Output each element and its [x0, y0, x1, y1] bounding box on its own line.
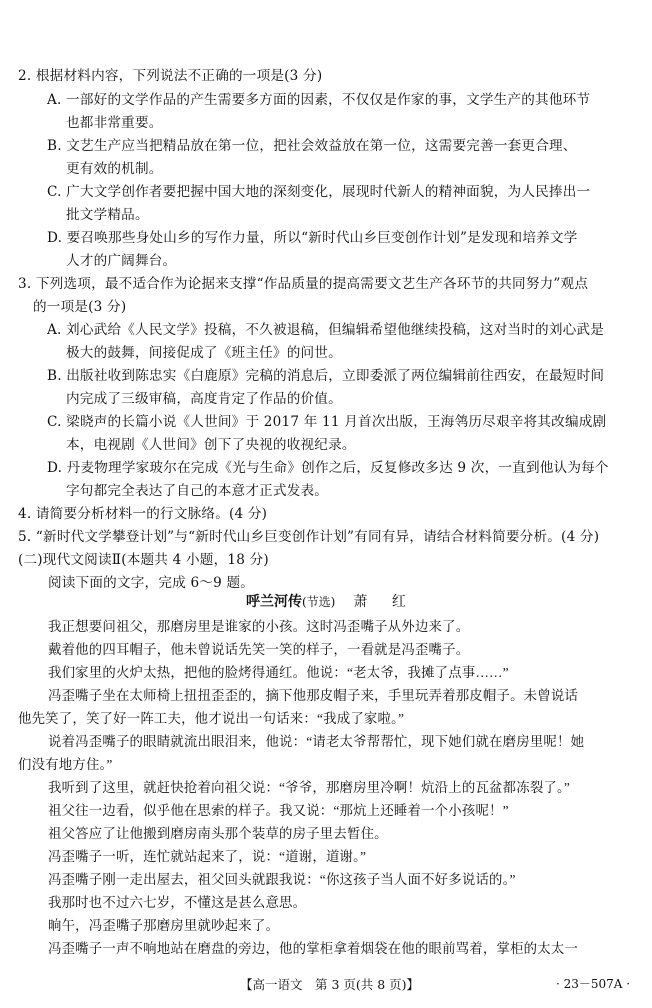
- question-5: 5. “新时代文学攀登计划”与“新时代山乡巨变创作计划”有同有异，请结合材料简要分析。(4 分): [18, 529, 600, 545]
- passage-paragraph-6: 我听到了这里，就赶快抢着向祖父说：“爷爷，那磨房里冷啊！炕沿上的瓦盆都冻裂了。”: [48, 780, 571, 795]
- q3-option-c: C. 梁晓声的长篇小说《人世间》于 2017 年 11 月首次出版，王海鸰历尽艰辛将其改编成剧: [47, 414, 607, 430]
- question-2-stem: 2. 根据材料内容，下列说法不正确的一项是(3 分): [18, 68, 323, 84]
- reading-instruction: 阅读下面的文字，完成 6～9 题。: [48, 575, 255, 591]
- q2-option-a-cont: 也都非常重要。: [66, 115, 163, 131]
- passage-paragraph-10: 冯歪嘴子刚一走出屋去，祖父回头就跟我说：“你这孩子当人面不好多说话的。”: [48, 872, 516, 887]
- passage-paragraph-3: 我们家里的火炉太热，把他的脸烤得通红。他说：“老太爷，我摊了点事……”: [48, 665, 509, 680]
- q2-option-b-cont: 更有效的机制。: [66, 161, 163, 177]
- q2-option-b: B. 文艺生产应当把精品放在第一位，把社会效益放在第一位，这需要完善一套更合理、: [47, 138, 577, 154]
- q3-option-b: B. 出版社收到陈忠实《白鹿原》完稿的消息后，立即委派了两位编辑前往西安，在最短时间: [47, 368, 605, 384]
- q3-option-d: D. 丹麦物理学家玻尔在完成《光与生命》创作之后，反复修改多达 9 次，一直到他认为每个: [47, 460, 609, 476]
- q2-option-c: C. 广大文学创作者要把握中国大地的深刻变化，展现时代新人的精神面貌，为人民捧出一: [47, 184, 591, 200]
- passage-author: 萧 红: [353, 594, 416, 610]
- q3-option-c-cont: 本，电视剧《人世间》创下了央视的收视纪录。: [66, 437, 356, 453]
- q2-option-d-cont: 人才的广阔舞台。: [66, 253, 177, 269]
- q3-option-a-cont: 极大的鼓舞，间接促成了《班主任》的问世。: [66, 345, 342, 361]
- passage-paragraph-12: 晌午，冯歪嘴子那磨房里就吵起来了。: [48, 918, 280, 933]
- passage-paragraph-11: 我那时也不过六七岁，不懂这是甚么意思。: [48, 895, 307, 910]
- passage-paragraph-4: 冯歪嘴子坐在太师椅上扭扭歪歪的，摘下他那皮帽子来，手里玩弄着那皮帽子。未曾说话: [48, 688, 579, 703]
- passage-paragraph-13: 冯歪嘴子一声不响地站在磨盘的旁边，他的掌柜拿着烟袋在他的眼前骂着，掌柜的太太一: [48, 941, 579, 956]
- passage-paragraph-8: 祖父答应了让他搬到磨房南头那个装草的房子里去暂住。: [48, 826, 388, 841]
- q3-option-b-cont: 内完成了三级审稿，高度肯定了作品的价值。: [66, 391, 342, 407]
- passage-paragraph-7: 祖父往一边看，似乎他在思索的样子。我又说：“那炕上还睡着一个小孩呢！”: [48, 803, 509, 818]
- q2-option-d: D. 要召唤那些身处山乡的写作力量，所以“新时代山乡巨变创作计划”是发现和培养文学: [47, 230, 578, 246]
- passage-paragraph-1: 我正想要问祖父，那磨房里是谁家的小孩。这时冯歪嘴子从外边来了。: [48, 619, 470, 634]
- q2-option-a: A. 一部好的文学作品的产生需要多方面的因素，不仅仅是作家的事，文学生产的其他环节: [47, 92, 591, 108]
- passage-paragraph-5-cont: 们没有地方住。”: [18, 757, 113, 772]
- passage-selection-note: (节选): [302, 595, 336, 609]
- question-4: 4. 请简要分析材料一的行文脉络。(4 分): [18, 506, 268, 522]
- question-3-stem: 3. 下列选项，最不适合作为论据来支撑“作品质量的提高需要文艺生产各环节的共同努力”观点: [18, 276, 589, 292]
- passage-title-line: [246, 592, 416, 612]
- passage-paragraph-9: 冯歪嘴子一听，连忙就站起来了，说：“道谢，道谢。”: [48, 849, 367, 864]
- passage-paragraph-4-cont: 他先笑了，笑了好一阵工夫，他才说出一句话来：“我成了家啦。”: [18, 711, 405, 726]
- passage-paragraph-5: 说着冯歪嘴子的眼睛就流出眼泪来，他说：“请老太爷帮帮忙，现下她们就在磨房里呢！她: [48, 734, 585, 749]
- q3-option-a: A. 刘心武给《人民文学》投稿，不久被退稿，但编辑希望他继续投稿，这对当时的刘心武是: [47, 322, 605, 338]
- section-heading: (二)现代文阅读Ⅱ(本题共 4 小题，18 分): [18, 552, 269, 568]
- q2-option-c-cont: 批文学精品。: [66, 207, 149, 223]
- passage-paragraph-2: 戴着他的四耳帽子，他未曾说话先笑一笑的样子，一看就是冯歪嘴子。: [48, 642, 470, 657]
- question-3-stem-cont: 的一项是(3 分): [33, 299, 127, 315]
- page-footer: 【高一语文 第 3 页(共 8 页)】: [240, 977, 420, 992]
- passage-title: 呼兰河传: [246, 594, 302, 610]
- q3-option-d-cont: 字句都完全表达了自己的本意才正式发表。: [66, 483, 329, 499]
- exam-code: · 23－507A ·: [556, 977, 631, 991]
